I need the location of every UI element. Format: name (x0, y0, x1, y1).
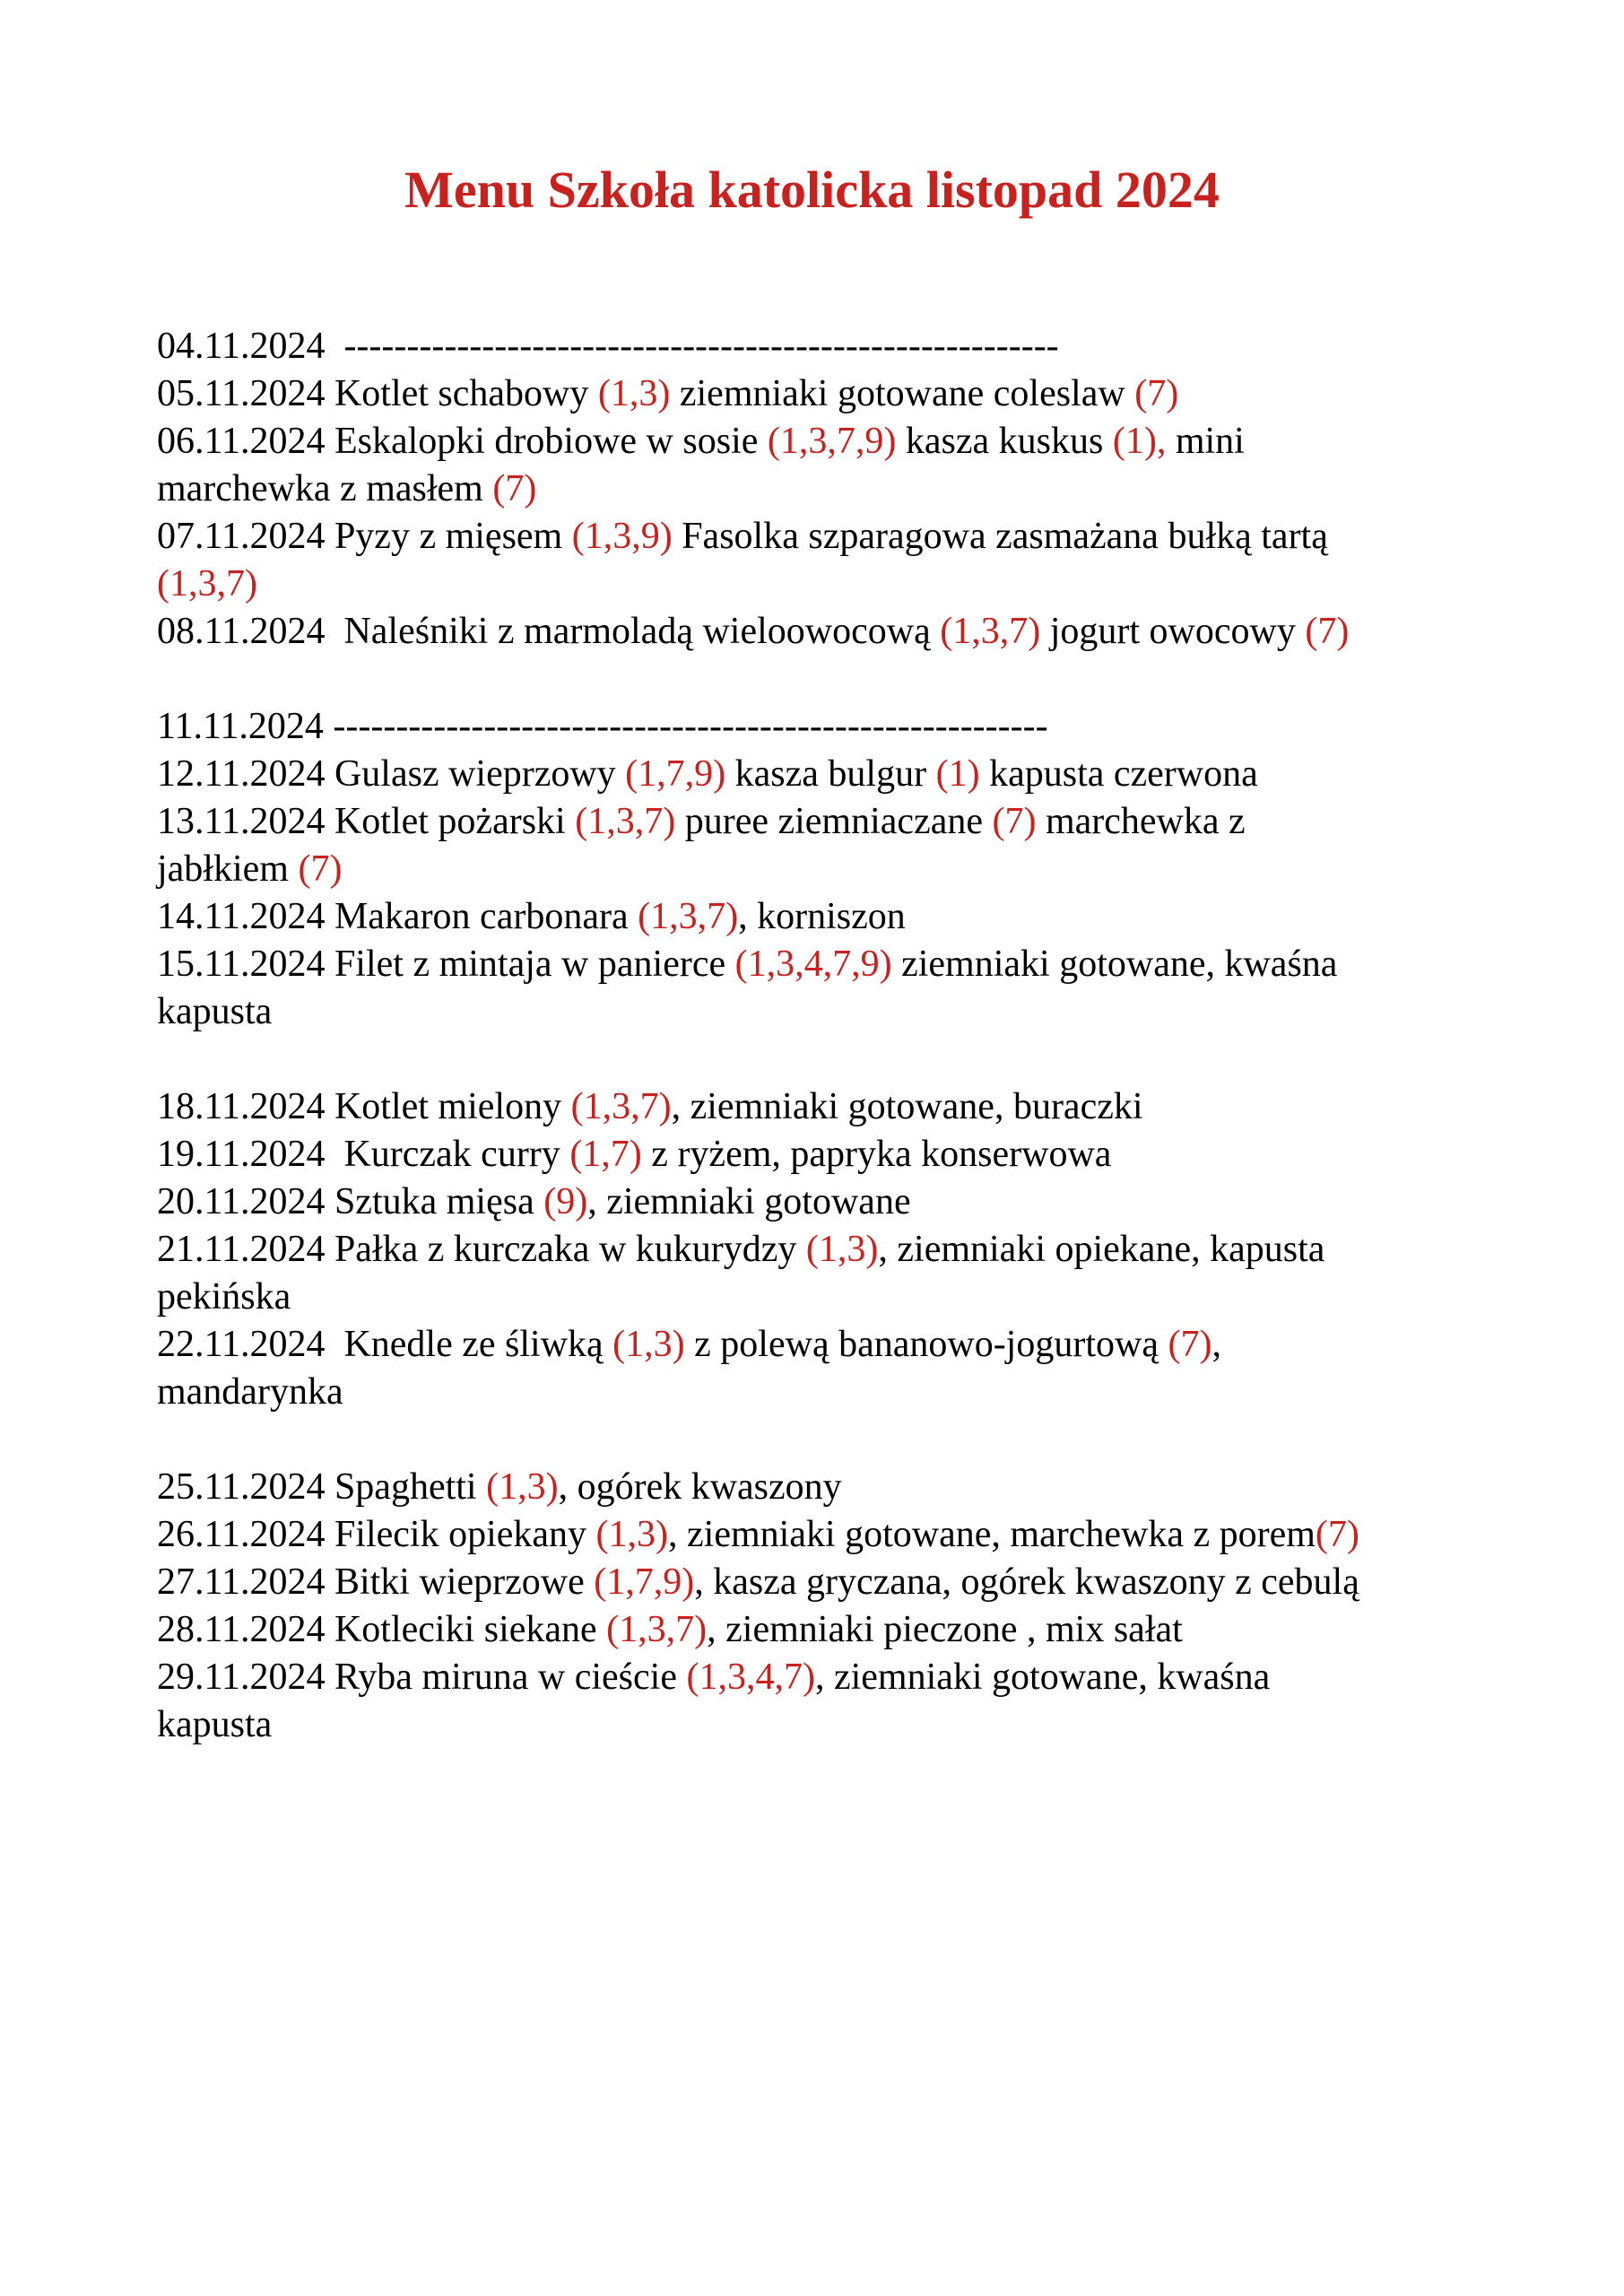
allergen-codes: (7) (1315, 1514, 1359, 1555)
menu-text: 21.11.2024 Pałka z kurczaka w kukurydzy (157, 1229, 806, 1270)
allergen-codes: (7) (298, 848, 343, 890)
menu-line (157, 323, 1484, 370)
menu-text: ziemniaki gotowane coleslaw (670, 373, 1135, 414)
menu-text: 22.11.2024 Knedle ze śliwką (157, 1324, 613, 1365)
menu-text: 11.11.2024 --------------------------------------------------------- (157, 706, 1048, 747)
document-title: Menu Szkoła katolicka listopad 2024 (404, 161, 1220, 219)
menu-text: 06.11.2024 Eskalopki drobiowe w sosie (157, 421, 768, 462)
menu-text: , ziemniaki gotowane (587, 1181, 911, 1222)
menu-text: pekińska (157, 1276, 291, 1318)
menu-line (157, 1701, 1484, 1749)
allergen-codes: (1,7,9) (625, 753, 726, 795)
menu-line (157, 703, 1484, 751)
allergen-codes: (1,3) (595, 1514, 669, 1555)
menu-text: kasza bulgur (725, 753, 936, 795)
menu-text: 12.11.2024 Gulasz wieprzowy (157, 753, 626, 795)
blank-line (157, 656, 1484, 703)
menu-text: , korniszon (738, 896, 906, 937)
menu-line (157, 988, 1484, 1036)
allergen-codes: (7) (1168, 1324, 1212, 1365)
menu-text: jogurt owocowy (1040, 611, 1306, 652)
menu-text: Fasolka szparagowa zasmażana bułką tartą (672, 516, 1328, 557)
menu-line (157, 608, 1484, 656)
menu-line (157, 465, 1484, 513)
allergen-codes: (1,3,4,7) (686, 1657, 815, 1698)
allergen-codes: (1,3,7,9) (767, 421, 897, 462)
allergen-codes: (9) (543, 1181, 588, 1222)
allergen-codes: (1,3,7) (606, 1609, 708, 1650)
allergen-codes: (1,7,9) (594, 1561, 695, 1603)
menu-line (157, 1321, 1484, 1369)
menu-line (157, 941, 1484, 988)
menu-text: 27.11.2024 Bitki wieprzowe (157, 1561, 595, 1603)
menu-line (157, 1178, 1484, 1226)
menu-line (157, 1606, 1484, 1654)
allergen-codes: (1,3,9) (571, 516, 673, 557)
menu-line (157, 893, 1484, 941)
menu-text: 28.11.2024 Kotleciki siekane (157, 1609, 607, 1650)
menu-text: , kasza gryczana, ogórek kwaszony z cebulą (694, 1561, 1359, 1603)
menu-line (157, 1369, 1484, 1416)
menu-text: 13.11.2024 Kotlet pożarski (157, 801, 576, 842)
menu-text: 15.11.2024 Filet z mintaja w panierce (157, 944, 735, 985)
menu-text: kapusta czerwona (979, 753, 1258, 795)
menu-text: , ziemniaki opiekane, kapusta (878, 1229, 1325, 1270)
menu-text: , ogórek kwaszony (558, 1466, 842, 1508)
menu-text: mandarynka (157, 1371, 343, 1413)
menu-line (157, 751, 1484, 798)
menu-text: 14.11.2024 Makaron carbonara (157, 896, 638, 937)
allergen-codes: (1,3,7) (940, 611, 1041, 652)
menu-text: 29.11.2024 Ryba miruna w cieście (157, 1657, 687, 1698)
allergen-codes: (1,3) (486, 1466, 559, 1508)
menu-text: z ryżem, papryka konserwowa (641, 1134, 1112, 1175)
menu-line (157, 370, 1484, 418)
menu-text: ziemniaki gotowane, kwaśna (891, 944, 1338, 985)
menu-text: kasza kuskus (896, 421, 1113, 462)
menu-line (157, 798, 1484, 846)
allergen-codes: (1,3,7) (157, 563, 257, 604)
menu-text: 25.11.2024 Spaghetti (157, 1466, 487, 1508)
menu-line (157, 1226, 1484, 1274)
allergen-codes: (1), (1112, 421, 1167, 462)
blank-line (157, 1416, 1484, 1464)
menu-text: , ziemniaki gotowane, marchewka z porem (668, 1514, 1316, 1555)
menu-text: 18.11.2024 Kotlet mielony (157, 1086, 571, 1127)
menu-text: 08.11.2024 Naleśniki z marmoladą wieloowocową (157, 611, 941, 652)
menu-line (157, 1654, 1484, 1701)
allergen-codes: (1,3,7) (570, 1086, 672, 1127)
allergen-codes: (1,3,7) (638, 896, 739, 937)
allergen-codes: (1,3,7) (575, 801, 676, 842)
allergen-codes: (1,3) (805, 1229, 879, 1270)
menu-text: 20.11.2024 Sztuka mięsa (157, 1181, 544, 1222)
allergen-codes: (7) (492, 468, 537, 509)
menu-text: kapusta (157, 1704, 273, 1745)
menu-text: 26.11.2024 Filecik opiekany (157, 1514, 596, 1555)
menu-text: puree ziemniaczane (675, 801, 993, 842)
menu-text: , ziemniaki gotowane, kwaśna (814, 1657, 1271, 1698)
menu-line (157, 513, 1484, 561)
allergen-codes: (1,3,4,7,9) (734, 944, 892, 985)
allergen-codes: (7) (1305, 611, 1350, 652)
menu-text: marchewka z (1036, 801, 1246, 842)
menu-text: , (1211, 1324, 1221, 1365)
menu-text: 05.11.2024 Kotlet schabowy (157, 373, 598, 414)
menu-line (157, 561, 1484, 608)
allergen-codes: (1,3) (597, 373, 671, 414)
menu-line (157, 846, 1484, 893)
menu-line (157, 1559, 1484, 1606)
menu-line (157, 1511, 1484, 1559)
menu-text: kapusta (157, 991, 273, 1032)
menu-text: , ziemniaki pieczone , mix sałat (707, 1609, 1183, 1650)
menu-line (157, 1274, 1484, 1321)
blank-line (157, 1036, 1484, 1083)
menu-text: jabłkiem (157, 848, 299, 890)
menu-text: , ziemniaki gotowane, buraczki (671, 1086, 1143, 1127)
menu-line (157, 418, 1484, 465)
menu-line (157, 1464, 1484, 1511)
allergen-codes: (7) (1134, 373, 1179, 414)
allergen-codes: (1,7) (569, 1134, 642, 1175)
menu-line (157, 1131, 1484, 1178)
menu-text: 04.11.2024 --------------------------------------------------------- (157, 326, 1059, 367)
menu-text: z polewą bananowo-jogurtową (684, 1324, 1168, 1365)
menu-text: 19.11.2024 Kurczak curry (157, 1134, 570, 1175)
menu-line (157, 1083, 1484, 1131)
menu-list (157, 323, 1484, 1749)
menu-text: 07.11.2024 Pyzy z mięsem (157, 516, 572, 557)
menu-text: marchewka z masłem (157, 468, 493, 509)
allergen-codes: (7) (992, 801, 1037, 842)
menu-text: mini (1166, 421, 1245, 462)
allergen-codes: (1) (935, 753, 980, 795)
allergen-codes: (1,3) (612, 1324, 685, 1365)
